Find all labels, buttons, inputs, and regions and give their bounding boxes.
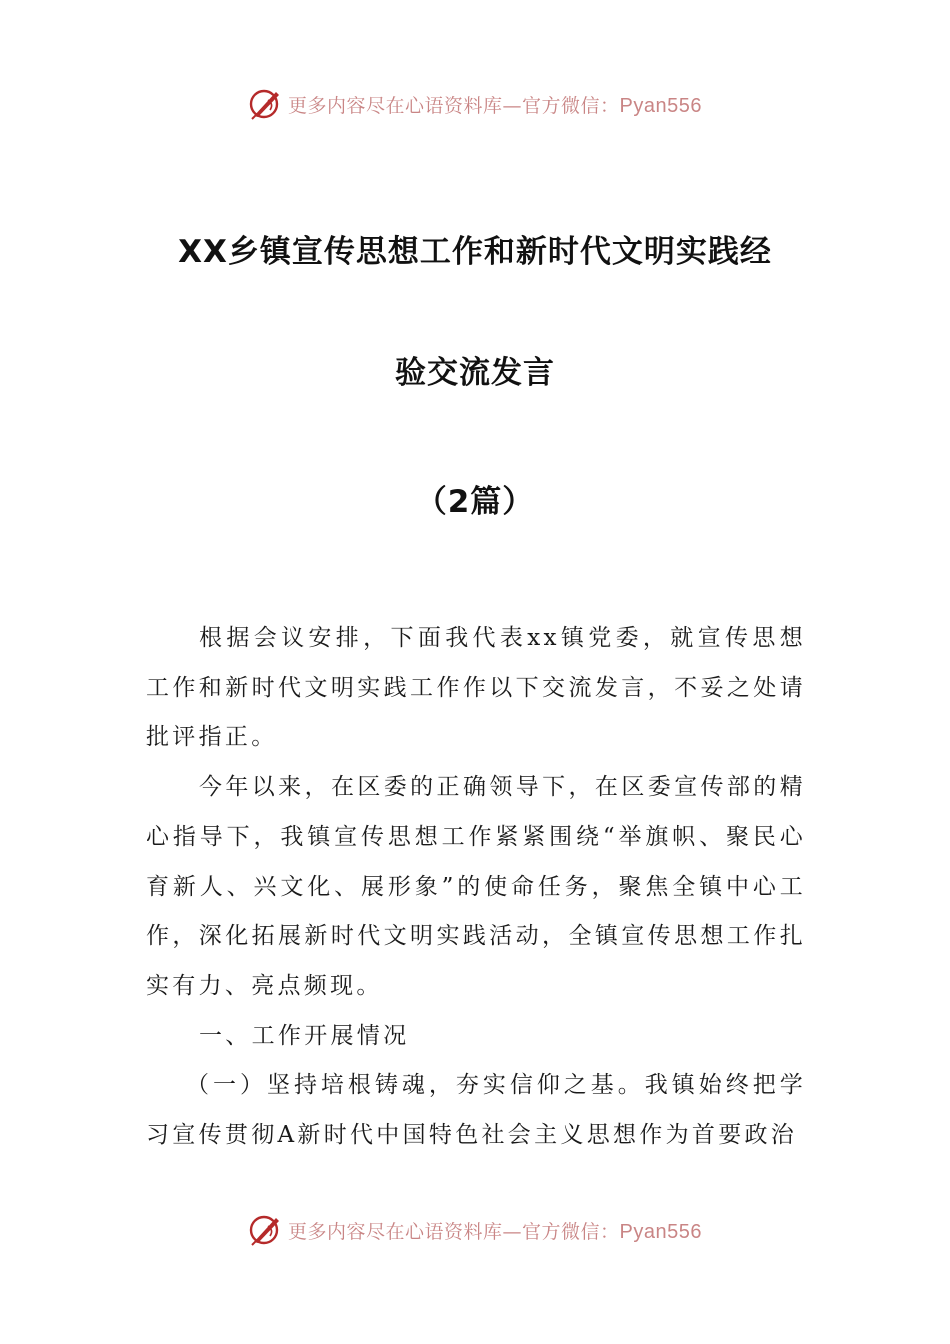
document-title-line-2: 验交流发言 <box>395 355 555 391</box>
banner-slogan-text: 更多内容尽在心语资料库 <box>288 94 503 117</box>
wechat-label: 官方微信： <box>522 1220 620 1243</box>
banner-slogan <box>288 91 702 118</box>
wechat-label: 官方微信： <box>522 94 620 117</box>
paragraph: 根据会议安排，下面我代表xx镇党委，就宣传思想工作和新时代文明实践工作作以下交流发言，不妥之处请批评指正。 <box>146 625 806 751</box>
header-banner <box>0 84 950 124</box>
paragraph: （一）坚持培根铸魂，夯实信仰之基。我镇始终把学习宣传贯彻A新时代中国特色社会主义思想作为首要政治 <box>146 1072 806 1149</box>
document-title-line-1: XX乡镇宣传思想工作和新时代文明实践经 <box>178 234 772 270</box>
banner-slogan <box>288 1217 702 1244</box>
paragraph: 今年以来，在区委的正确领导下，在区委宣传部的精心指导下，我镇宣传思想工作紧紧围绕“举旗帜、聚民心育新人、兴文化、展形象”的使命任务，聚焦全镇中心工作，深化拓展新时代文明实践活动，全镇宣传思想工作扎实有力、亮点频现。 <box>146 774 806 999</box>
quill-logo-icon <box>248 86 284 122</box>
section-heading: 一、工作开展情况 <box>199 1022 410 1049</box>
document-subtitle-count: （2篇） <box>415 484 535 520</box>
wechat-id: Pyan556 <box>619 1220 702 1243</box>
banner-slogan-text: 更多内容尽在心语资料库 <box>288 1220 503 1243</box>
banner-dash: — <box>502 1220 523 1243</box>
quill-logo-icon <box>248 1212 284 1248</box>
footer-banner <box>0 1210 950 1250</box>
banner-dash: — <box>502 94 523 117</box>
wechat-id: Pyan556 <box>619 94 702 117</box>
document-body <box>146 614 806 1161</box>
